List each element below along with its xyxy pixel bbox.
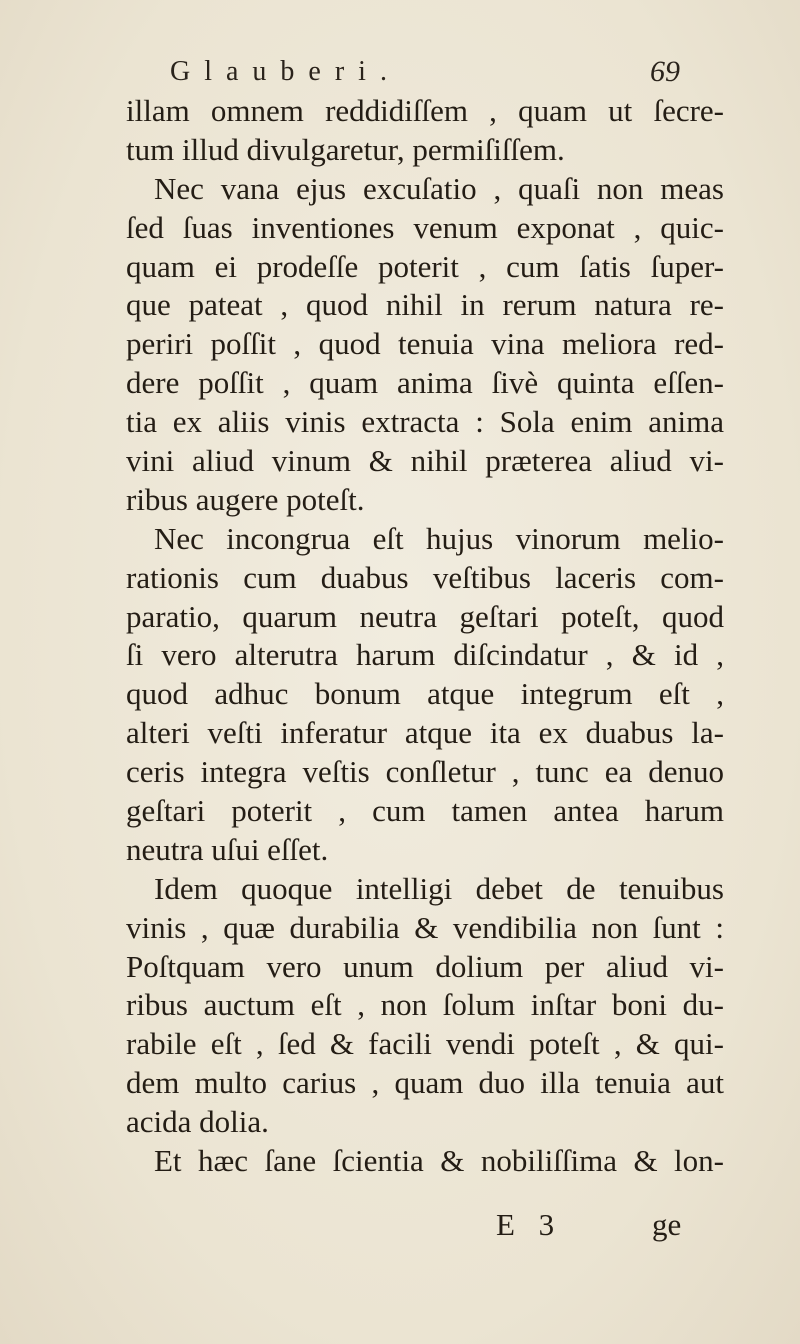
text-line: geſtari poterit , cum tamen antea harum	[126, 793, 724, 829]
text-line: ribus augere poteſt.	[126, 481, 365, 517]
page-number: 69	[650, 55, 680, 88]
text-line: quod adhuc bonum atque integrum eſt ,	[126, 676, 724, 712]
text-line: ſi vero alterutra harum diſcindatur , & id ,	[126, 637, 724, 673]
text-line: periri poſſit , quod tenuia vina meliora red-	[126, 326, 724, 362]
text-line: Poſtquam vero unum dolium per aliud vi-	[126, 948, 724, 984]
text-line: quam ei prodeſſe poterit , cum ſatis ſuper-	[126, 248, 724, 284]
text-line: ſed ſuas inventiones venum exponat , quic-	[126, 209, 724, 245]
text-line: alteri veſti inferatur atque ita ex duabus la-	[126, 715, 724, 751]
text-line: ceris integra veſtis conſletur , tunc ea denuo	[126, 754, 724, 790]
text-line: vini aliud vinum & nihil præterea aliud vi-	[126, 443, 724, 479]
text-line: neutra uſui eſſet.	[126, 831, 329, 867]
text-line: dem multo carius , quam duo illa tenuia aut	[126, 1065, 724, 1101]
running-head: Glauberi.	[170, 56, 401, 87]
text-line: tia ex aliis vinis extracta : Sola enim anima	[126, 404, 724, 440]
text-line: rationis cum duabus veſtibus laceris com-	[126, 559, 724, 595]
text-line: rabile eſt , ſed & facili vendi poteſt , & qui-	[126, 1026, 724, 1062]
text-line: Idem quoque intelligi debet de tenuibus	[154, 870, 724, 906]
text-line: tum illud divulgaretur, permiſiſſem.	[126, 131, 565, 167]
catchword: ge	[652, 1207, 682, 1242]
text-line: Et hæc ſane ſcientia & nobiliſſima & lon-	[154, 1143, 724, 1179]
text-line: dere poſſit , quam anima ſivè quinta eſſen-	[126, 365, 724, 401]
text-line: Nec incongrua eſt hujus vinorum melio-	[154, 520, 724, 556]
text-line: Nec vana ejus excuſatio , quaſi non meas	[154, 170, 724, 206]
text-line: vinis , quæ durabilia & vendibilia non ſunt :	[126, 909, 724, 945]
text-line: ribus auctum eſt , non ſolum inſtar boni du-	[126, 987, 724, 1023]
page-header	[170, 52, 680, 92]
text-line: illam omnem reddidiſſem , quam ut ſecre-	[126, 93, 724, 128]
text-line: acida dolia.	[126, 1104, 269, 1140]
body-text	[126, 92, 724, 1181]
text-line: paratio, quarum neutra geſtari poteſt, quod	[126, 598, 724, 634]
text-line: que pateat , quod nihil in rerum natura re-	[126, 287, 724, 323]
signature-mark: E 3	[496, 1207, 563, 1242]
